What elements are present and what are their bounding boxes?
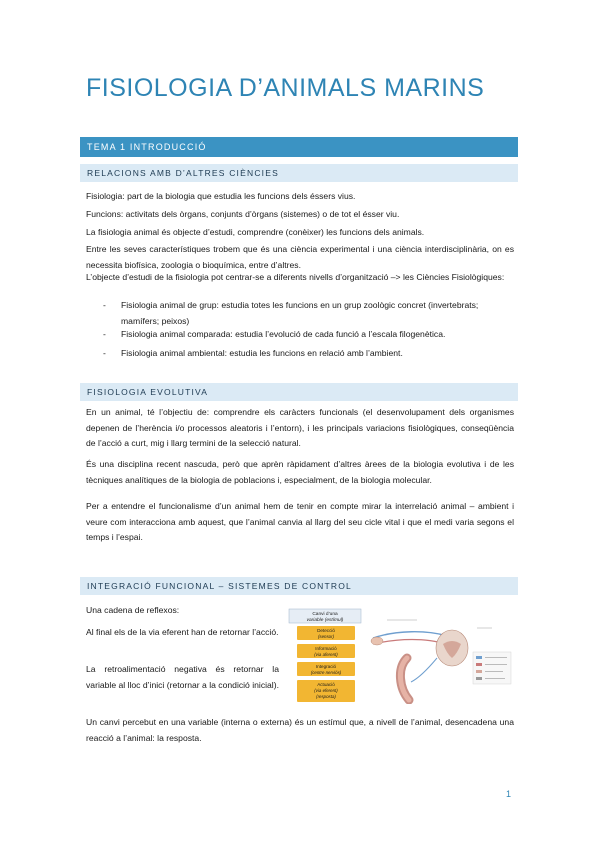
- paragraph: Un canvi percebut en una variable (interna o externa) és un estímul que, a nivell de l’animal, desencadena una reacció a l’animal: la resposta.: [86, 717, 514, 743]
- list-item-text: Fisiologia animal de grup: estudia totes les funcions en un grup zoològic concret (invertebrats; mamífers; peixos): [121, 300, 479, 326]
- control-system-figure: [287, 608, 514, 704]
- list-item-text: Fisiologia animal comparada: estudia l’evolució de cada funció a l’escala filogenètica.: [121, 329, 446, 339]
- reflex-diagram: [287, 608, 514, 704]
- step-sub: (centre nerviós): [310, 670, 342, 675]
- paragraph: L’objecte d’estudi de la fisiologia pot centrar-se a diferents nivells d’organització –> les Ciències Fisiològiques:: [86, 272, 505, 282]
- paragraph: Una cadena de reflexos:: [86, 605, 180, 615]
- bullet-dash: -: [103, 300, 106, 310]
- paragraph: En un animal, té l’objectiu de: comprendre els caràcters funcionals (el desenvolupament dels organismes depenen de l’herència i/o processos aleatoris i l’entorn), i les principals variacions fisiològiques, conseqüència de l’acció a curt, mig i llarg termini de la selecció natural.: [86, 407, 514, 448]
- paragraph: Per a entendre el funcionalisme d’un animal hem de tenir en compte mirar la interrelació animal – ambient i veure com interacciona amb aquest, que l’animal canvia al llarg del seu cicle vital i que el medi varia segons el temps i l’espai.: [86, 501, 514, 542]
- paragraph: La fisiologia animal és objecte d’estudi, comprendre (conèixer) les funcions dels animals.: [86, 227, 425, 237]
- section-heading-evolutiva: FISIOLOGIA EVOLUTIVA: [80, 383, 518, 401]
- paragraph: Funcions: activitats dels òrgans, conjunts d’òrgans (sistemes) o de tot el ésser viu.: [86, 209, 400, 219]
- section-heading-integracio: INTEGRACIÓ FUNCIONAL – SISTEMES DE CONTROL: [80, 577, 518, 595]
- stimulus-label-2: variable (estímul): [306, 618, 344, 623]
- stimulus-label-1: Canvi d’una: [312, 612, 338, 617]
- list-item: [103, 298, 514, 330]
- step-sub: (via aferent): [314, 652, 338, 657]
- page-number: 1: [506, 789, 512, 799]
- bullet-dash: -: [103, 348, 106, 358]
- paragraph: Al final els de la via eferent han de retornar l’acció.: [86, 627, 279, 637]
- step-sub: (resposta): [316, 694, 336, 699]
- document-title: FISIOLOGIA D’ANIMALS MARINS: [86, 74, 485, 102]
- step-sub: (sensor): [317, 634, 335, 639]
- paragraph: Fisiologia: part de la biologia que estudia les funcions dels éssers vius.: [86, 191, 356, 201]
- tema-heading: TEMA 1 INTRODUCCIÓ: [80, 137, 518, 157]
- list-item: [103, 346, 514, 362]
- step-label: Informació: [315, 646, 337, 651]
- list-item: [103, 327, 514, 343]
- paragraph: Entre les seves característiques trobem que és una ciència experimental i una ciència interdisciplinària, on es necessita biofísica, zoologia o bioquímica, entre d’altres.: [86, 244, 514, 270]
- list-item-text: Fisiologia animal ambiental: estudia les funcions en relació amb l’ambient.: [121, 348, 403, 358]
- section-heading-relacions: RELACIONS AMB D’ALTRES CIÈNCIES: [80, 164, 518, 182]
- flow-steps: [297, 626, 355, 702]
- step-sub: (via eferent): [314, 688, 338, 693]
- step-label: Detecció: [317, 628, 335, 633]
- bullet-dash: -: [103, 329, 106, 339]
- paragraph: És una disciplina recent nascuda, però que aprèn ràpidament d’altres àrees de la biologia evolutiva i de les tècniques analítiques de la biologia de poblacions i, especialment, de la biologia molecular.: [86, 459, 514, 485]
- step-label: Integració: [315, 664, 337, 669]
- paragraph: La retroalimentació negativa és retornar la variable al lloc d’inici (retornar a la condició inicial).: [86, 664, 279, 690]
- step-label: Actuació: [317, 682, 335, 687]
